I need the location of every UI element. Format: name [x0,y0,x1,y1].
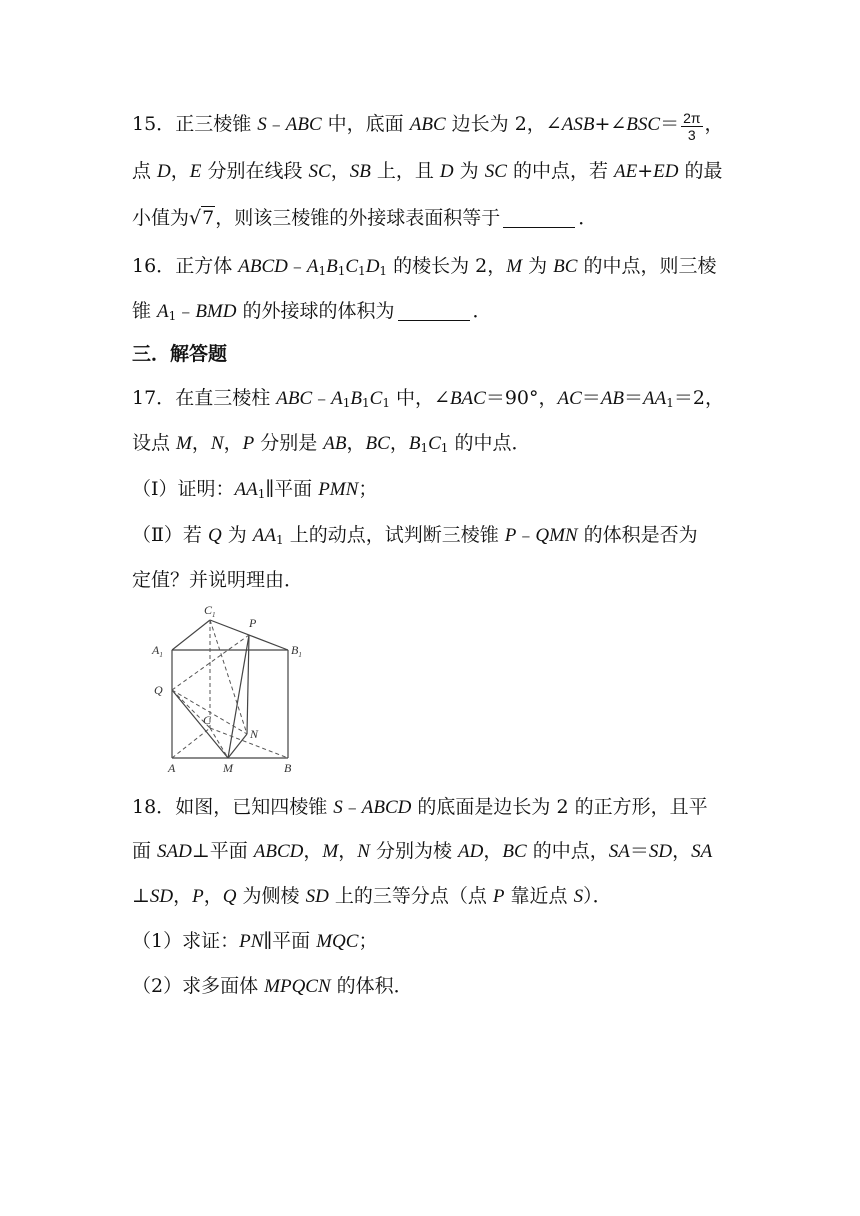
q16-number: 16． [132,255,176,277]
subscript: 1 [440,441,449,455]
text: 锥 [132,300,158,322]
text: ， [672,840,692,862]
text: 分别是 [254,432,324,454]
fraction-numerator: 2π [683,110,701,126]
text: 中，∠ [389,387,450,409]
text: （2）求多面体 [132,975,265,997]
label-A1: $A_1$ [152,643,163,659]
math: B [350,388,362,409]
math: AC [557,388,582,409]
text: ＝ [660,113,680,135]
text: 的中点，则三棱 [577,255,717,277]
text: ， [170,160,190,182]
math: A [331,388,343,409]
text: ﹣ [176,300,196,322]
math: QMN [535,525,578,546]
text: ； [358,478,378,500]
text: 设点 [132,432,177,454]
label-B: B [284,761,292,775]
math: N [210,433,224,454]
q16-line-2 [132,298,492,329]
label-Q: Q [154,683,163,697]
text: ， [191,432,211,454]
math: P [492,886,505,907]
q17-line-2 [132,430,530,461]
math: M [176,433,192,454]
math: P [242,433,255,454]
subscript: 1 [257,487,266,501]
math: ABCD [361,797,412,818]
fraction-2pi-over-3 [681,110,702,143]
math: PN [239,931,264,952]
subscript: 1 [420,441,429,455]
math: BC [553,256,578,277]
text: 为侧棱 [236,885,306,907]
sqrt-7 [189,205,215,231]
q17-part-1 [132,476,377,507]
math: ABCD [238,256,288,277]
q18-line-2 [132,838,712,865]
text: 为 [453,160,485,182]
math: D [157,161,171,182]
text: 分别为棱 [369,840,459,862]
prism-figure [148,600,318,775]
subscript: 1 [168,309,177,323]
text: ， [346,432,366,454]
math: AB [600,388,625,409]
q18-line-1 [132,794,708,821]
math: SA [608,841,630,862]
math: BC [502,841,527,862]
math: S [333,797,343,818]
text: 为 [522,255,554,277]
text: ＝90°， [485,387,558,409]
math: AA [643,388,667,409]
text: 点 [132,160,158,182]
text: ， [173,885,193,907]
text: ∥平面 [263,930,317,952]
text: 边长为 2，∠ [445,113,562,135]
text: 上的三等分点（点 [328,885,493,907]
q17-part-2 [132,522,698,553]
math: MQC [316,931,359,952]
text: ﹣ [516,524,536,546]
math: D [439,161,454,182]
text: 分别在线段 [201,160,309,182]
text: ＝ [629,840,649,862]
text: ； [358,930,378,952]
text: 的外接球的体积为 [236,300,395,322]
text: ﹣ [342,796,362,818]
text: 上的动点，试判断三棱锥 [283,524,505,546]
q18-number: 18． [132,796,176,818]
math: D [365,256,380,277]
text: ． [578,207,598,229]
edge-C-B [210,728,288,758]
math: BAC [449,388,486,409]
q16-line-1 [132,253,716,284]
edge-M-N [228,734,247,758]
answer-blank [503,209,575,228]
math: AE [614,161,638,182]
sqrt-radicand: 7 [202,207,215,229]
math: ASB [561,114,595,135]
math: SD [149,886,174,907]
sqrt-symbol: √ [189,207,202,229]
math: Q [207,525,222,546]
text: 的最 [678,160,723,182]
edge-A1-C1 [172,620,210,650]
q15-line-1 [132,110,724,143]
text: 上，且 [370,160,440,182]
math: SC [484,161,507,182]
section-heading: 三．解答题 [132,343,228,365]
text: 为 [221,524,253,546]
math: BMD [195,301,237,322]
math: AA [234,479,258,500]
math: SD [648,841,673,862]
subscript: 1 [318,264,327,278]
text: ＝2， [673,387,724,409]
subscript: 1 [362,396,370,410]
math: ABC [409,114,446,135]
label-C1: $C_1$ [204,603,216,619]
label-P: P [249,616,257,630]
text: +∠ [594,113,627,135]
text: ﹣ [287,255,307,277]
subscript: 1 [337,264,346,278]
text: ，则该三棱锥的外接球表面积等于 [215,207,501,229]
text: 靠近点 [504,885,574,907]
text: ＝ [624,387,644,409]
text: 的中点，若 [506,160,615,182]
text: + [637,160,654,182]
math: SB [349,161,371,182]
math: E [189,161,202,182]
text: 小值为 [132,207,190,229]
math: Q [222,886,237,907]
math: AA [252,525,277,546]
text: 正方体 [175,255,239,277]
text: ）． [583,885,612,907]
subscript: 1 [666,396,674,410]
text: ⊥ [132,885,150,907]
math: AB [323,433,347,454]
edge-P-M [228,635,249,758]
subscript: 1 [379,264,388,278]
text: ， [223,432,243,454]
q18-part-2 [132,973,413,1000]
text: 的底面是边长为 2 的正方形，且平 [411,796,708,818]
math: P [192,886,204,907]
math: B [408,433,421,454]
q17-line-1 [132,385,724,416]
subscript: 1 [382,396,390,410]
label-M: M [223,761,233,775]
text: （Ⅰ）证明： [132,478,235,500]
text: 的中点． [448,432,531,454]
math: BSC [626,114,661,135]
text: ， [483,840,503,862]
text: ． [472,300,492,322]
subscript: 1 [276,533,284,547]
q15-line-3 [132,205,597,231]
text: 的体积是否为 [577,524,698,546]
math: S [573,886,584,907]
math: ABCD [253,841,304,862]
q18-line-3 [132,883,612,910]
math: S [257,114,267,135]
edge-A-C [172,728,210,758]
label-C: C [203,713,212,727]
text: 在直三棱柱 [175,387,277,409]
text: ⊥平面 [191,840,254,862]
text: ﹣ [312,387,332,409]
text: 中，底面 [321,113,410,135]
text: ， [203,885,223,907]
text: 的中点， [526,840,609,862]
math: PMN [318,479,359,500]
math: ED [653,161,679,182]
fraction-denominator: 3 [687,127,696,143]
math: SC [308,161,331,182]
q18-part-1 [132,928,377,955]
math: M [506,256,523,277]
text: （Ⅱ）若 [132,524,208,546]
text: ， [704,113,724,135]
text: ∥平面 [265,478,319,500]
text: ＝ [581,387,601,409]
math: A [306,256,319,277]
text: ， [330,160,350,182]
text: ， [389,432,409,454]
math: AD [458,841,484,862]
math: C [345,256,359,277]
math: P [504,525,517,546]
text: 正三棱锥 [175,113,258,135]
answer-blank [398,302,470,321]
label-N: N [250,727,259,741]
text: 的棱长为 2， [387,255,507,277]
math: SD [305,886,329,907]
edge-C-M [210,728,228,758]
subscript: 1 [358,264,366,278]
text: （1）求证： [132,930,240,952]
math: M [322,841,339,862]
q15-number: 15． [132,113,176,135]
math: SA [691,841,713,862]
label-A: A [168,761,176,775]
math: ABC [285,114,322,135]
q17-number: 17． [132,387,176,409]
math: C [428,433,441,454]
math: C [369,388,383,409]
math: N [357,841,370,862]
label-B1: $B_1$ [291,643,302,659]
math: ABC [276,388,313,409]
math: B [326,256,338,277]
text: 面 [132,840,158,862]
q15-line-2 [132,158,723,185]
text: 的体积． [330,975,413,997]
text: 如图，已知四棱锥 [175,796,334,818]
edge-Q-M [172,690,228,758]
text: ﹣ [266,113,286,135]
math: SAD [157,841,192,862]
math: MPQCN [264,976,331,997]
subscript: 1 [342,396,351,410]
text: ， [303,840,323,862]
math: BC [365,433,390,454]
math: A [157,301,169,322]
q17-part-2-cont: 定值？并说明理由． [132,569,304,591]
text: ， [338,840,358,862]
